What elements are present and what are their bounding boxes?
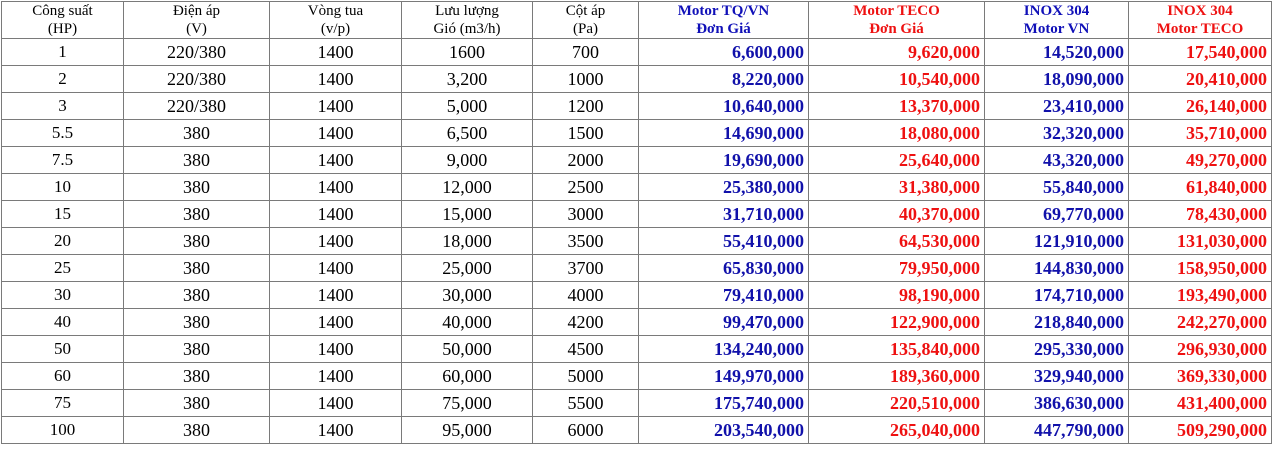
inox-vn-price-cell: 14,520,000 — [985, 39, 1129, 66]
speed-cell: 1400 — [270, 336, 402, 363]
voltage-cell: 380 — [124, 120, 270, 147]
motor-tq-vn-price-cell: 25,380,000 — [639, 174, 809, 201]
motor-tq-vn-price-cell: 99,470,000 — [639, 309, 809, 336]
header-speed: Vòng tua — [270, 2, 402, 21]
motor-teco-price-cell: 31,380,000 — [809, 174, 985, 201]
speed-cell: 1400 — [270, 201, 402, 228]
speed-cell: 1400 — [270, 417, 402, 444]
header-motor-tq-vn-price: Đơn Giá — [639, 20, 809, 39]
power-cell: 15 — [2, 201, 124, 228]
table-row — [2, 147, 1272, 174]
speed-cell: 1400 — [270, 39, 402, 66]
power-cell: 20 — [2, 228, 124, 255]
motor-teco-price-cell: 79,950,000 — [809, 255, 985, 282]
airflow-cell: 40,000 — [402, 309, 533, 336]
airflow-cell: 75,000 — [402, 390, 533, 417]
inox-teco-price-cell: 242,270,000 — [1129, 309, 1272, 336]
inox-vn-price-cell: 18,090,000 — [985, 66, 1129, 93]
header-pressure: Cột áp — [533, 2, 639, 21]
table-row — [2, 228, 1272, 255]
speed-cell: 1400 — [270, 147, 402, 174]
header-voltage-unit: (V) — [124, 20, 270, 39]
motor-teco-price-cell: 135,840,000 — [809, 336, 985, 363]
airflow-cell: 25,000 — [402, 255, 533, 282]
header-inox-vn-motor: Motor VN — [985, 20, 1129, 39]
pressure-cell: 4000 — [533, 282, 639, 309]
table-row — [2, 282, 1272, 309]
inox-teco-price-cell: 61,840,000 — [1129, 174, 1272, 201]
motor-teco-price-cell: 40,370,000 — [809, 201, 985, 228]
price-table — [1, 1, 1272, 444]
motor-tq-vn-price-cell: 79,410,000 — [639, 282, 809, 309]
header-airflow-unit: Gió (m3/h) — [402, 20, 533, 39]
inox-vn-price-cell: 32,320,000 — [985, 120, 1129, 147]
airflow-cell: 18,000 — [402, 228, 533, 255]
pressure-cell: 2000 — [533, 147, 639, 174]
inox-teco-price-cell: 296,930,000 — [1129, 336, 1272, 363]
airflow-cell: 50,000 — [402, 336, 533, 363]
voltage-cell: 380 — [124, 282, 270, 309]
motor-teco-price-cell: 64,530,000 — [809, 228, 985, 255]
power-cell: 5.5 — [2, 120, 124, 147]
power-cell: 2 — [2, 66, 124, 93]
table-row — [2, 309, 1272, 336]
pressure-cell: 3000 — [533, 201, 639, 228]
airflow-cell: 60,000 — [402, 363, 533, 390]
motor-tq-vn-price-cell: 149,970,000 — [639, 363, 809, 390]
pressure-cell: 700 — [533, 39, 639, 66]
inox-teco-price-cell: 20,410,000 — [1129, 66, 1272, 93]
pressure-cell: 5500 — [533, 390, 639, 417]
table-row — [2, 201, 1272, 228]
table-header — [2, 2, 1272, 39]
power-cell: 60 — [2, 363, 124, 390]
voltage-cell: 380 — [124, 390, 270, 417]
inox-vn-price-cell: 386,630,000 — [985, 390, 1129, 417]
header-inox-teco: INOX 304 — [1129, 2, 1272, 21]
table-row — [2, 120, 1272, 147]
header-motor-teco-price: Đơn Giá — [809, 20, 985, 39]
header-voltage: Điện áp — [124, 2, 270, 21]
header-inox-teco-motor: Motor TECO — [1129, 20, 1272, 39]
motor-tq-vn-price-cell: 31,710,000 — [639, 201, 809, 228]
motor-tq-vn-price-cell: 8,220,000 — [639, 66, 809, 93]
inox-vn-price-cell: 69,770,000 — [985, 201, 1129, 228]
header-pressure-unit: (Pa) — [533, 20, 639, 39]
motor-teco-price-cell: 122,900,000 — [809, 309, 985, 336]
motor-teco-price-cell: 189,360,000 — [809, 363, 985, 390]
header-motor-teco: Motor TECO — [809, 2, 985, 21]
airflow-cell: 95,000 — [402, 417, 533, 444]
table-row — [2, 417, 1272, 444]
table-row — [2, 390, 1272, 417]
power-cell: 50 — [2, 336, 124, 363]
power-cell: 100 — [2, 417, 124, 444]
pressure-cell: 4200 — [533, 309, 639, 336]
inox-vn-price-cell: 218,840,000 — [985, 309, 1129, 336]
power-cell: 25 — [2, 255, 124, 282]
inox-vn-price-cell: 174,710,000 — [985, 282, 1129, 309]
inox-teco-price-cell: 49,270,000 — [1129, 147, 1272, 174]
motor-teco-price-cell: 265,040,000 — [809, 417, 985, 444]
motor-tq-vn-price-cell: 65,830,000 — [639, 255, 809, 282]
inox-teco-price-cell: 369,330,000 — [1129, 363, 1272, 390]
airflow-cell: 9,000 — [402, 147, 533, 174]
pressure-cell: 6000 — [533, 417, 639, 444]
motor-tq-vn-price-cell: 10,640,000 — [639, 93, 809, 120]
motor-tq-vn-price-cell: 6,600,000 — [639, 39, 809, 66]
voltage-cell: 380 — [124, 417, 270, 444]
pressure-cell: 1200 — [533, 93, 639, 120]
motor-tq-vn-price-cell: 19,690,000 — [639, 147, 809, 174]
inox-vn-price-cell: 295,330,000 — [985, 336, 1129, 363]
pressure-cell: 2500 — [533, 174, 639, 201]
inox-teco-price-cell: 193,490,000 — [1129, 282, 1272, 309]
voltage-cell: 380 — [124, 363, 270, 390]
power-cell: 30 — [2, 282, 124, 309]
motor-teco-price-cell: 9,620,000 — [809, 39, 985, 66]
speed-cell: 1400 — [270, 363, 402, 390]
header-inox-vn: INOX 304 — [985, 2, 1129, 21]
airflow-cell: 5,000 — [402, 93, 533, 120]
motor-teco-price-cell: 98,190,000 — [809, 282, 985, 309]
header-row-1 — [2, 2, 1272, 21]
voltage-cell: 380 — [124, 255, 270, 282]
header-motor-tq-vn: Motor TQ/VN — [639, 2, 809, 21]
pressure-cell: 3700 — [533, 255, 639, 282]
voltage-cell: 380 — [124, 201, 270, 228]
voltage-cell: 220/380 — [124, 39, 270, 66]
motor-tq-vn-price-cell: 55,410,000 — [639, 228, 809, 255]
inox-vn-price-cell: 23,410,000 — [985, 93, 1129, 120]
table-row — [2, 174, 1272, 201]
inox-teco-price-cell: 509,290,000 — [1129, 417, 1272, 444]
inox-teco-price-cell: 78,430,000 — [1129, 201, 1272, 228]
power-cell: 40 — [2, 309, 124, 336]
voltage-cell: 380 — [124, 228, 270, 255]
inox-teco-price-cell: 131,030,000 — [1129, 228, 1272, 255]
voltage-cell: 380 — [124, 147, 270, 174]
motor-teco-price-cell: 10,540,000 — [809, 66, 985, 93]
header-power-unit: (HP) — [2, 20, 124, 39]
table-row — [2, 66, 1272, 93]
pressure-cell: 5000 — [533, 363, 639, 390]
voltage-cell: 380 — [124, 309, 270, 336]
header-power: Công suất — [2, 2, 124, 21]
motor-tq-vn-price-cell: 175,740,000 — [639, 390, 809, 417]
power-cell: 75 — [2, 390, 124, 417]
inox-vn-price-cell: 144,830,000 — [985, 255, 1129, 282]
motor-tq-vn-price-cell: 14,690,000 — [639, 120, 809, 147]
header-airflow: Lưu lượng — [402, 2, 533, 21]
speed-cell: 1400 — [270, 174, 402, 201]
motor-teco-price-cell: 13,370,000 — [809, 93, 985, 120]
inox-vn-price-cell: 43,320,000 — [985, 147, 1129, 174]
header-row-2 — [2, 20, 1272, 39]
table-body — [2, 39, 1272, 444]
speed-cell: 1400 — [270, 66, 402, 93]
inox-teco-price-cell: 431,400,000 — [1129, 390, 1272, 417]
motor-tq-vn-price-cell: 203,540,000 — [639, 417, 809, 444]
speed-cell: 1400 — [270, 309, 402, 336]
pressure-cell: 1000 — [533, 66, 639, 93]
pressure-cell: 1500 — [533, 120, 639, 147]
table-row — [2, 336, 1272, 363]
inox-vn-price-cell: 121,910,000 — [985, 228, 1129, 255]
airflow-cell: 12,000 — [402, 174, 533, 201]
airflow-cell: 30,000 — [402, 282, 533, 309]
table-row — [2, 363, 1272, 390]
pressure-cell: 4500 — [533, 336, 639, 363]
inox-vn-price-cell: 447,790,000 — [985, 417, 1129, 444]
speed-cell: 1400 — [270, 390, 402, 417]
table-row — [2, 255, 1272, 282]
power-cell: 7.5 — [2, 147, 124, 174]
inox-teco-price-cell: 158,950,000 — [1129, 255, 1272, 282]
motor-teco-price-cell: 18,080,000 — [809, 120, 985, 147]
motor-teco-price-cell: 220,510,000 — [809, 390, 985, 417]
inox-teco-price-cell: 17,540,000 — [1129, 39, 1272, 66]
inox-teco-price-cell: 26,140,000 — [1129, 93, 1272, 120]
speed-cell: 1400 — [270, 255, 402, 282]
voltage-cell: 220/380 — [124, 66, 270, 93]
voltage-cell: 380 — [124, 336, 270, 363]
inox-vn-price-cell: 329,940,000 — [985, 363, 1129, 390]
voltage-cell: 220/380 — [124, 93, 270, 120]
speed-cell: 1400 — [270, 228, 402, 255]
speed-cell: 1400 — [270, 282, 402, 309]
power-cell: 10 — [2, 174, 124, 201]
power-cell: 1 — [2, 39, 124, 66]
motor-teco-price-cell: 25,640,000 — [809, 147, 985, 174]
inox-vn-price-cell: 55,840,000 — [985, 174, 1129, 201]
airflow-cell: 3,200 — [402, 66, 533, 93]
airflow-cell: 15,000 — [402, 201, 533, 228]
speed-cell: 1400 — [270, 93, 402, 120]
airflow-cell: 6,500 — [402, 120, 533, 147]
power-cell: 3 — [2, 93, 124, 120]
header-speed-unit: (v/p) — [270, 20, 402, 39]
speed-cell: 1400 — [270, 120, 402, 147]
voltage-cell: 380 — [124, 174, 270, 201]
table-row — [2, 93, 1272, 120]
motor-tq-vn-price-cell: 134,240,000 — [639, 336, 809, 363]
table-row — [2, 39, 1272, 66]
inox-teco-price-cell: 35,710,000 — [1129, 120, 1272, 147]
pressure-cell: 3500 — [533, 228, 639, 255]
airflow-cell: 1600 — [402, 39, 533, 66]
